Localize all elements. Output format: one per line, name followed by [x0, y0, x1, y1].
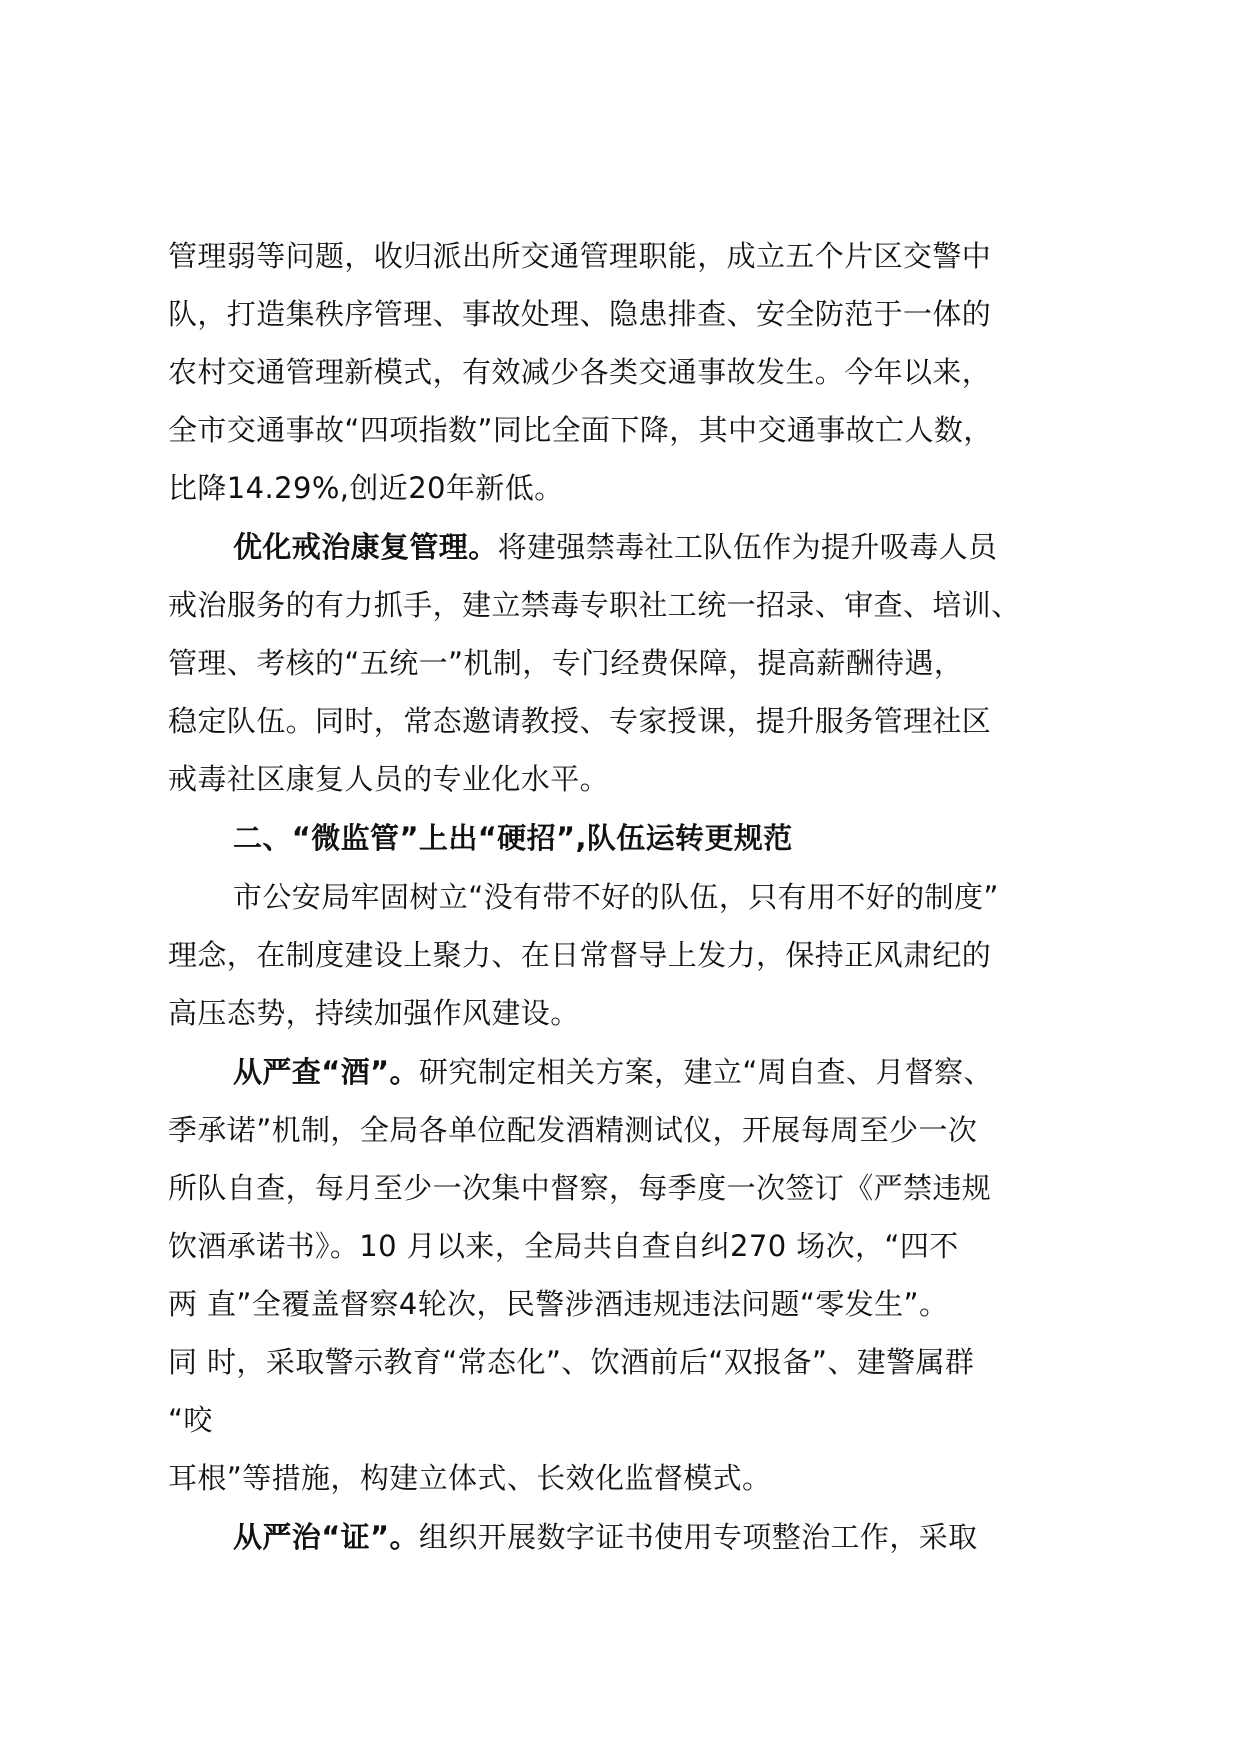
section-heading-text: 二、“微监管”上出“硬招”,队伍运转更规范 [233, 821, 793, 855]
section-heading [233, 818, 793, 858]
line-text: 将建强禁毒社工队伍作为提升吸毒人员 [497, 530, 998, 564]
body-line [168, 1458, 771, 1498]
body-line [168, 935, 991, 975]
paragraph-first-line [233, 877, 999, 917]
line-text: 理念，在制度建设上聚力、在日常督导上发力，保持正风肃纪的 [168, 938, 992, 972]
body-line [168, 1110, 977, 1150]
line-text: 高压态势，持续加强作风建设。 [168, 996, 580, 1030]
paragraph-lead-heading: 从严治“证”。 [233, 1520, 419, 1554]
body-line [168, 294, 991, 334]
body-line [168, 585, 1021, 625]
body-line [168, 468, 564, 508]
body-line [168, 701, 991, 741]
body-line [168, 236, 991, 276]
paragraph-lead-heading: 从严查“酒”。 [233, 1055, 419, 1089]
line-text: 戒毒社区康复人员的专业化水平。 [168, 762, 610, 796]
line-text: 管理弱等问题，收归派出所交通管理职能，成立五个片区交警中 [168, 239, 992, 273]
body-line [168, 410, 993, 450]
body-line [168, 1284, 948, 1324]
line-text: 农村交通管理新模式，有效减少各类交通事故发生。今年以来， [168, 355, 992, 389]
line-text: 研究制定相关方案，建立“周自查、月督察、 [418, 1055, 993, 1089]
line-text: “咬 [168, 1403, 213, 1437]
line-text: 比降14.29%,创近20年新低。 [168, 471, 564, 505]
line-text: 管理、考核的“五统一”机制，专门经费保障，提高薪酬待遇， [168, 646, 964, 680]
paragraph-first-line [233, 527, 997, 567]
body-line [168, 1168, 991, 1208]
body-line [168, 1342, 974, 1382]
body-line [168, 1226, 959, 1266]
line-text: 耳根”等措施，构建立体式、长效化监督模式。 [168, 1461, 772, 1495]
line-text: 季承诺”机制，全局各单位配发酒精测试仪，开展每周至少一次 [168, 1113, 978, 1147]
line-text: 同 时，采取警示教育“常态化”、饮酒前后“双报备”、建警属群 [168, 1345, 975, 1379]
paragraph-first-line [233, 1517, 978, 1557]
line-text: 队，打造集秩序管理、事故处理、隐患排查、安全防范于一体的 [168, 297, 992, 331]
body-line [168, 993, 580, 1033]
body-line [168, 352, 991, 392]
body-line [168, 759, 609, 799]
line-text: 全市交通事故“四项指数”同比全面下降，其中交通事故亡人数， [168, 413, 993, 447]
body-line [168, 643, 963, 683]
line-text: 组织开展数字证书使用专项整治工作，采取 [418, 1520, 978, 1554]
line-text: 稳定队伍。同时，常态邀请教授、专家授课，提升服务管理社区 [168, 704, 992, 738]
line-text: 饮酒承诺书》。10 月以来，全局共自查自纠270 场次，“四不 [168, 1229, 959, 1263]
line-text: 戒治服务的有力抓手，建立禁毒专职社工统一招录、审查、培训、 [168, 588, 1021, 622]
line-text: 所队自查，每月至少一次集中督察，每季度一次签订《严禁违规 [168, 1171, 992, 1205]
body-line [168, 1400, 213, 1440]
line-text: 市公安局牢固树立“没有带不好的队伍，只有用不好的制度” [233, 880, 999, 914]
paragraph-lead-heading: 优化戒治康复管理。 [233, 530, 498, 564]
line-text: 两 直”全覆盖督察4轮次，民警涉酒违规违法问题“零发生”。 [168, 1287, 949, 1321]
paragraph-first-line [233, 1052, 993, 1092]
